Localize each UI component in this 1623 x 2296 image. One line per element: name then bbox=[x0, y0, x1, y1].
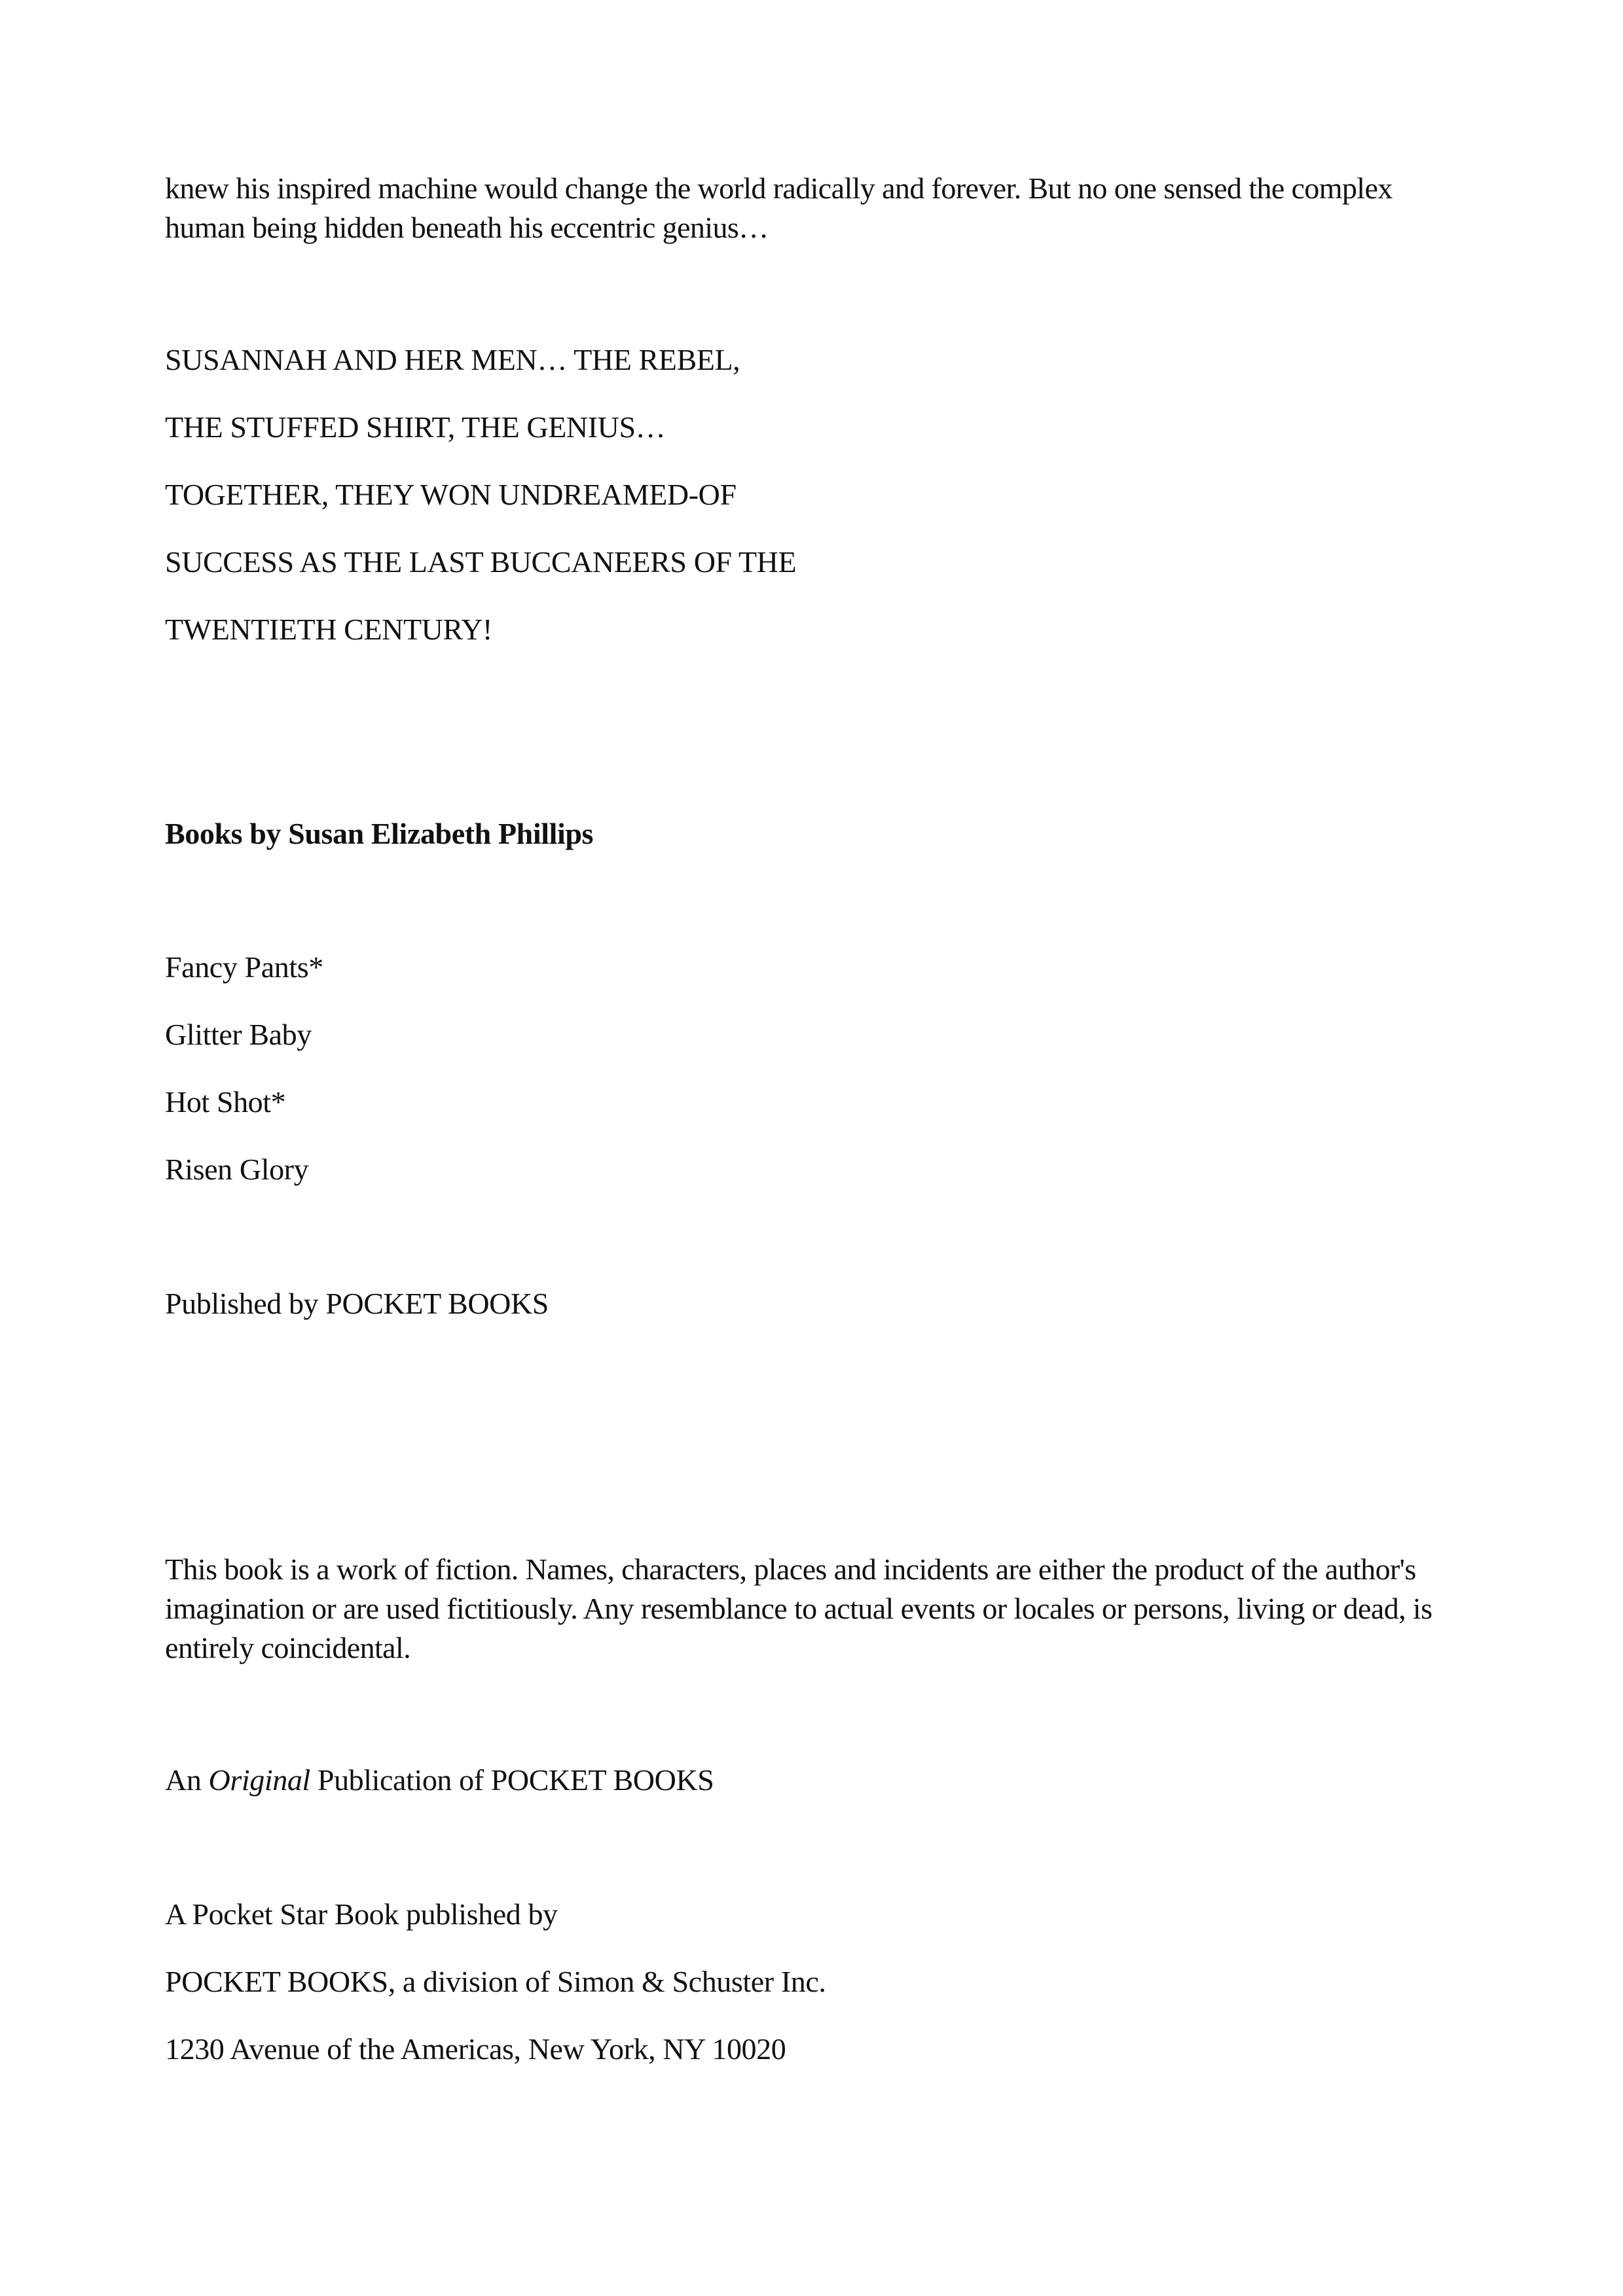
publisher-line-2: POCKET BOOKS, a division of Simon & Schuster Inc. bbox=[165, 1965, 826, 1998]
tagline-line-1: SUSANNAH AND HER MEN… THE REBEL, bbox=[165, 343, 740, 376]
tagline-line-2: THE STUFFED SHIRT, THE GENIUS… bbox=[165, 410, 666, 444]
books-heading: Books by Susan Elizabeth Phillips bbox=[165, 817, 594, 850]
original-publication-emphasis: Original bbox=[208, 1763, 310, 1797]
book-title: Risen Glory bbox=[165, 1153, 309, 1186]
book-title: Glitter Baby bbox=[165, 1018, 312, 1051]
tagline-line-4: SUCCESS AS THE LAST BUCCANEERS OF THE bbox=[165, 545, 797, 579]
intro-paragraph: knew his inspired machine would change the world radically and forever. But no one sensed the complex human being hidden beneath his eccentric genius… bbox=[165, 171, 1393, 244]
book-title: Fancy Pants* bbox=[165, 950, 323, 984]
original-publication-line bbox=[165, 1761, 714, 1800]
disclaimer-paragraph: This book is a work of fiction. Names, characters, places and incidents are either the product of the author's imagination or are used fictitiously. Any resemblance to actual events or locales or persons, living or dead, is entirely coincidental. bbox=[165, 1552, 1432, 1664]
published-by: Published by POCKET BOOKS bbox=[165, 1287, 549, 1320]
original-publication-suffix: Publication of POCKET BOOKS bbox=[310, 1763, 714, 1797]
publisher-line-1: A Pocket Star Book published by bbox=[165, 1897, 558, 1931]
tagline-line-5: TWENTIETH CENTURY! bbox=[165, 613, 492, 646]
publisher-address: 1230 Avenue of the Americas, New York, NY 10020 bbox=[165, 2032, 786, 2066]
original-publication-prefix: An bbox=[165, 1763, 209, 1797]
book-title: Hot Shot* bbox=[165, 1085, 286, 1119]
tagline-line-3: TOGETHER, THEY WON UNDREAMED-OF bbox=[165, 478, 737, 511]
